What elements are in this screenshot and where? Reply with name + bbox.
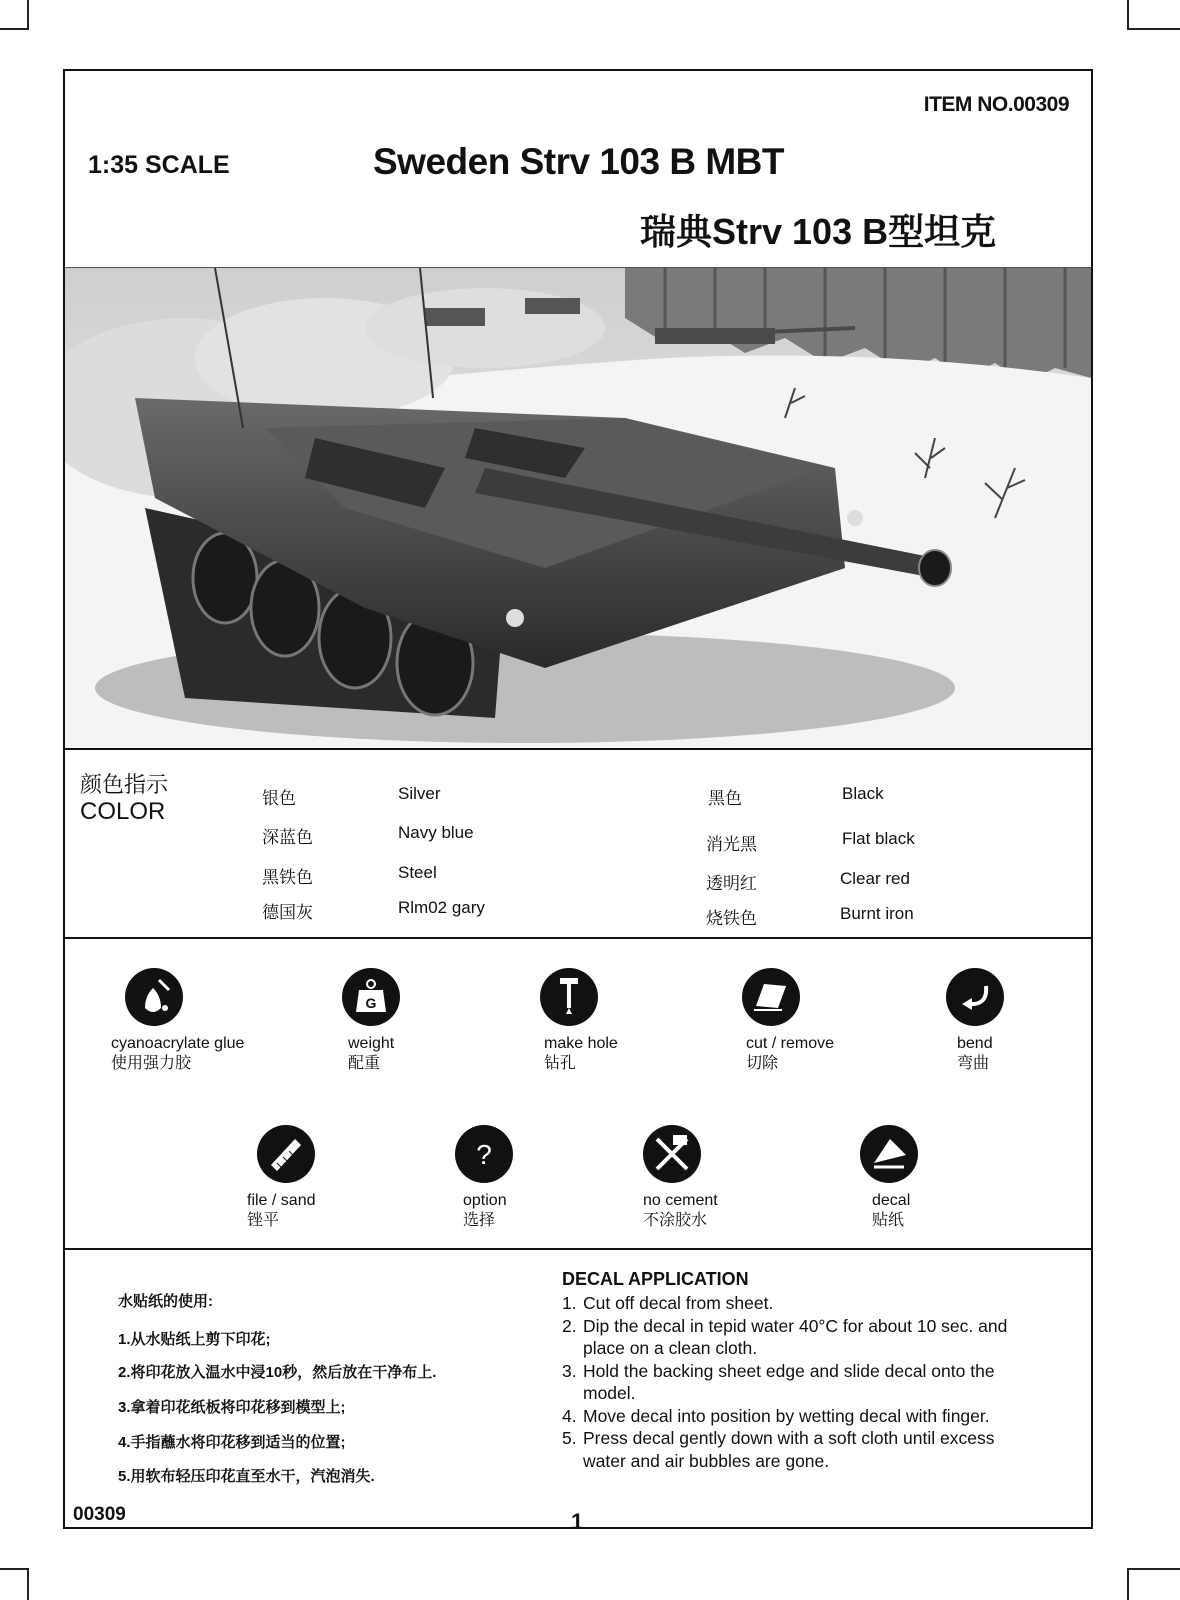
crop-mark-bottom-right-h bbox=[1128, 1568, 1180, 1570]
decal-cn-step-1: 1.从水贴纸上剪下印花; bbox=[118, 1331, 271, 1348]
decal-en-step-5-cont: water and air bubbles are gone. bbox=[583, 1450, 830, 1471]
crop-mark-top-left-v bbox=[27, 0, 29, 30]
symbol-option bbox=[463, 1125, 513, 1231]
box-art-illustration bbox=[65, 267, 1091, 750]
decal-icon bbox=[860, 1125, 918, 1183]
symbol-glue-en: cyanoacrylate glue bbox=[111, 1035, 245, 1052]
color-en-steel: Steel bbox=[398, 863, 437, 882]
decal-cn-step-2: 2.将印花放入温水中浸10秒，然后放在干净布上. bbox=[118, 1364, 437, 1381]
decal-en-step-2-cont: place on a clean cloth. bbox=[583, 1338, 758, 1358]
glue-drop-icon bbox=[125, 968, 183, 1026]
color-cn-black: 黑色 bbox=[708, 789, 742, 808]
crop-mark-top-left-h bbox=[0, 28, 28, 30]
drill-icon bbox=[540, 968, 598, 1026]
symbol-decal-en: decal bbox=[872, 1192, 911, 1209]
symbol-option-en: option bbox=[463, 1192, 507, 1209]
color-cn-steel: 黑铁色 bbox=[262, 868, 313, 887]
symbol-cut-cn: 切除 bbox=[746, 1055, 779, 1072]
file-icon bbox=[257, 1125, 315, 1183]
decal-en-step-5: 5. Press decal gently down with a soft cloth until excess bbox=[562, 1428, 995, 1448]
weight-glyph: G bbox=[365, 995, 377, 1011]
symbol-weight-cn: 配重 bbox=[348, 1055, 381, 1072]
symbol-file-cn: 锉平 bbox=[247, 1212, 280, 1229]
question-glyph: ? bbox=[476, 1139, 492, 1170]
symbol-bend-en: bend bbox=[957, 1035, 993, 1052]
decal-en-step-3-cont: model. bbox=[583, 1383, 636, 1403]
color-en-black: Black bbox=[842, 784, 884, 803]
symbol-decal bbox=[872, 1125, 918, 1231]
decal-cn-title: 水贴纸的使用: bbox=[118, 1293, 213, 1310]
symbol-weight-en: weight bbox=[348, 1035, 395, 1052]
tank-illustration-svg bbox=[65, 268, 1091, 748]
color-title-cn: 颜色指示 bbox=[80, 772, 169, 797]
color-cn-burnt-iron: 烧铁色 bbox=[706, 909, 757, 928]
symbol-no-cement-en: no cement bbox=[643, 1192, 718, 1209]
bend-icon bbox=[946, 968, 1004, 1026]
symbol-glue bbox=[111, 968, 244, 1074]
color-cn-navy: 深蓝色 bbox=[262, 828, 313, 847]
symbol-make-hole-en: make hole bbox=[544, 1035, 618, 1052]
color-title-en: COLOR bbox=[80, 798, 166, 825]
footer-item-code: 00309 bbox=[73, 1504, 126, 1525]
symbol-no-cement bbox=[643, 1125, 718, 1231]
color-en-burnt-iron: Burnt iron bbox=[840, 904, 914, 923]
color-section-title bbox=[80, 771, 168, 825]
decal-en-steps bbox=[562, 1292, 1062, 1472]
crop-mark-bottom-left-v bbox=[27, 1568, 29, 1600]
symbol-decal-cn: 贴纸 bbox=[872, 1212, 905, 1229]
instruction-sheet-frame bbox=[63, 69, 1093, 1529]
symbol-glue-cn: 使用强力胶 bbox=[111, 1055, 192, 1072]
scale-label: 1:35 SCALE bbox=[88, 151, 230, 179]
crop-mark-bottom-left-h bbox=[0, 1568, 28, 1570]
symbol-file-sand bbox=[247, 1125, 315, 1231]
symbol-cut-en: cut / remove bbox=[746, 1035, 835, 1052]
crop-mark-bottom-right-v bbox=[1127, 1568, 1129, 1600]
cut-icon bbox=[742, 968, 800, 1026]
decal-cn-step-4: 4.手指蘸水将印花移到适当的位置; bbox=[118, 1434, 346, 1451]
symbol-cut bbox=[746, 968, 834, 1074]
symbol-option-cn: 选择 bbox=[463, 1212, 496, 1229]
color-en-flat-black: Flat black bbox=[842, 829, 915, 848]
crop-mark-top-right-h bbox=[1128, 28, 1180, 30]
symbol-file-en: file / sand bbox=[247, 1192, 316, 1209]
page-number: 1 bbox=[571, 1509, 584, 1534]
color-en-silver: Silver bbox=[398, 784, 441, 803]
weight-icon bbox=[342, 968, 400, 1026]
color-cn-rlm02: 德国灰 bbox=[262, 903, 313, 922]
symbol-make-hole bbox=[544, 968, 618, 1074]
divider-symbols-decal bbox=[65, 1248, 1091, 1250]
symbol-bend-cn: 弯曲 bbox=[957, 1055, 990, 1072]
symbol-bend bbox=[957, 968, 1004, 1074]
decal-en-step-1: 1. Cut off decal from sheet. bbox=[562, 1293, 774, 1313]
symbol-make-hole-cn: 钻孔 bbox=[544, 1055, 577, 1072]
decal-en-title: DECAL APPLICATION bbox=[562, 1269, 749, 1289]
color-cn-flat-black: 消光黑 bbox=[706, 835, 757, 854]
color-en-clear-red: Clear red bbox=[840, 869, 910, 888]
no-cement-icon bbox=[643, 1125, 701, 1183]
question-icon bbox=[455, 1125, 513, 1183]
color-en-rlm02: Rlm02 gary bbox=[398, 898, 485, 917]
title-english: Sweden Strv 103 B MBT bbox=[373, 141, 785, 182]
item-number: ITEM NO.00309 bbox=[923, 93, 1069, 116]
decal-en-step-2: 2. Dip the decal in tepid water 40°C for about 10 sec. and bbox=[562, 1315, 1008, 1336]
symbol-no-cement-cn: 不涂胶水 bbox=[643, 1212, 708, 1229]
divider-color-symbols bbox=[65, 937, 1091, 939]
decal-en-step-3: 3. Hold the backing sheet edge and slide decal onto the bbox=[562, 1360, 995, 1381]
decal-cn-step-5: 5.用软布轻压印花直至水干，汽泡消失. bbox=[118, 1468, 375, 1485]
decal-cn-step-3: 3.拿着印花纸板将印花移到模型上; bbox=[118, 1399, 346, 1416]
color-cn-clear-red: 透明红 bbox=[706, 874, 757, 893]
title-chinese: 瑞典Strv 103 B型坦克 bbox=[640, 211, 997, 252]
crop-mark-top-right-v bbox=[1127, 0, 1129, 30]
decal-en-step-4: 4. Move decal into position by wetting decal with finger. bbox=[562, 1405, 990, 1426]
symbol-weight bbox=[348, 968, 400, 1074]
color-cn-silver: 银色 bbox=[262, 789, 296, 808]
color-en-navy: Navy blue bbox=[398, 823, 474, 842]
